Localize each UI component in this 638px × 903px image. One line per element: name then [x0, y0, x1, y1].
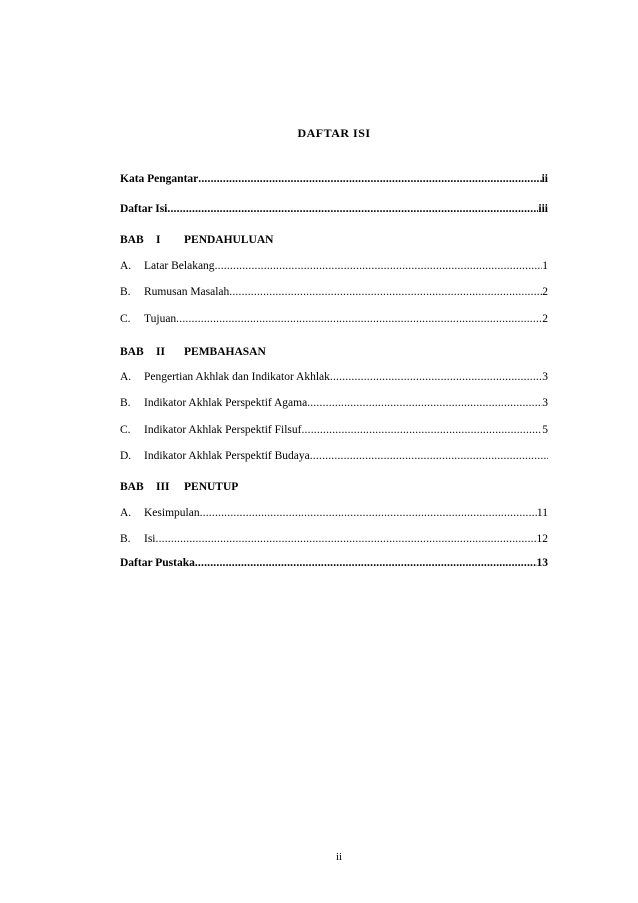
- toc-entry-label: Indikator Akhlak Perspektif Budaya: [144, 450, 310, 462]
- toc-entry-label: Indikator Akhlak Perspektif Filsuf: [144, 424, 302, 436]
- toc-entry-daftar-pustaka: [120, 555, 548, 571]
- toc-entry: [120, 422, 548, 438]
- dot-leader: [167, 201, 538, 217]
- dot-leader: [200, 505, 537, 521]
- toc-entry-marker: A.: [120, 507, 132, 519]
- dot-leader: [176, 311, 542, 327]
- toc-entry-marker: D.: [120, 450, 132, 462]
- chapter-name: PENDAHULUAN: [184, 234, 274, 246]
- toc-entry-marker: B.: [120, 397, 131, 409]
- toc-entry: [120, 448, 548, 464]
- toc-entry-marker: B.: [120, 533, 131, 545]
- toc-entry: [120, 258, 548, 274]
- dot-leader: [301, 422, 542, 438]
- chapter-bab: BAB: [120, 346, 144, 358]
- toc-entry-page: 12: [536, 533, 548, 545]
- dot-leader: [195, 555, 537, 571]
- chapter-name: PEMBAHASAN: [184, 346, 266, 358]
- toc-entry-page: 5: [542, 424, 548, 436]
- dot-leader: [156, 531, 537, 547]
- toc-entry-page: 13: [536, 557, 548, 569]
- toc-entry-label: Pengertian Akhlak dan Indikator Akhlak: [144, 371, 330, 383]
- toc-entry-label: Indikator Akhlak Perspektif Agama: [144, 397, 308, 409]
- toc-entry-marker: A.: [120, 371, 132, 383]
- toc-entry-page: 2: [542, 286, 548, 298]
- dot-leader: [307, 395, 542, 411]
- toc-entry-label: Kata Pengantar: [120, 173, 199, 185]
- toc-entry-marker: B.: [120, 286, 131, 298]
- toc-entry: [120, 284, 548, 300]
- toc-entry: [120, 531, 548, 547]
- toc-entry-page: iii: [538, 203, 548, 215]
- toc-entry-label: Latar Belakang: [144, 260, 215, 272]
- toc-entry-marker: C.: [120, 424, 131, 436]
- chapter-heading-3: [120, 479, 548, 495]
- chapter-heading-1: [120, 232, 548, 248]
- toc-entry-label: Daftar Isi: [120, 203, 168, 215]
- toc-entry-label: Isi: [144, 533, 156, 545]
- toc-entry-label: Tujuan: [144, 313, 177, 325]
- toc-entry-page: 2: [542, 313, 548, 325]
- dot-leader: [310, 448, 548, 464]
- page-number: ii: [335, 851, 343, 863]
- toc-entry-page: 11: [536, 507, 548, 519]
- dot-leader: [330, 369, 542, 385]
- dot-leader: [215, 258, 543, 274]
- chapter-number: II: [156, 346, 165, 358]
- toc-entry: [120, 395, 548, 411]
- chapter-bab: BAB: [120, 481, 144, 493]
- dot-leader: [198, 171, 541, 187]
- toc-entry-label: Kesimpulan: [144, 507, 200, 519]
- toc-entry-label: Daftar Pustaka: [120, 557, 195, 569]
- chapter-number: I: [156, 234, 161, 246]
- chapter-number: III: [156, 481, 170, 493]
- chapter-heading-2: [120, 344, 548, 360]
- toc-entry-label: Rumusan Masalah: [144, 286, 230, 298]
- toc-entry-daftar-isi: [120, 201, 548, 217]
- chapter-bab: BAB: [120, 234, 144, 246]
- dot-leader: [229, 284, 542, 300]
- toc-entry: [120, 369, 548, 385]
- toc-entry-kata-pengantar: [120, 171, 548, 187]
- toc-entry: [120, 505, 548, 521]
- toc-entry-page: 3: [542, 397, 548, 409]
- toc-entry-page: ii: [541, 173, 548, 185]
- chapter-name: PENUTUP: [184, 481, 239, 493]
- toc-entry-marker: C.: [120, 313, 131, 325]
- toc-entry-marker: A.: [120, 260, 132, 272]
- page-title: DAFTAR ISI: [297, 126, 371, 140]
- toc-entry-page: 3: [542, 371, 548, 383]
- toc-entry: [120, 311, 548, 327]
- toc-entry-page: 1: [542, 260, 548, 272]
